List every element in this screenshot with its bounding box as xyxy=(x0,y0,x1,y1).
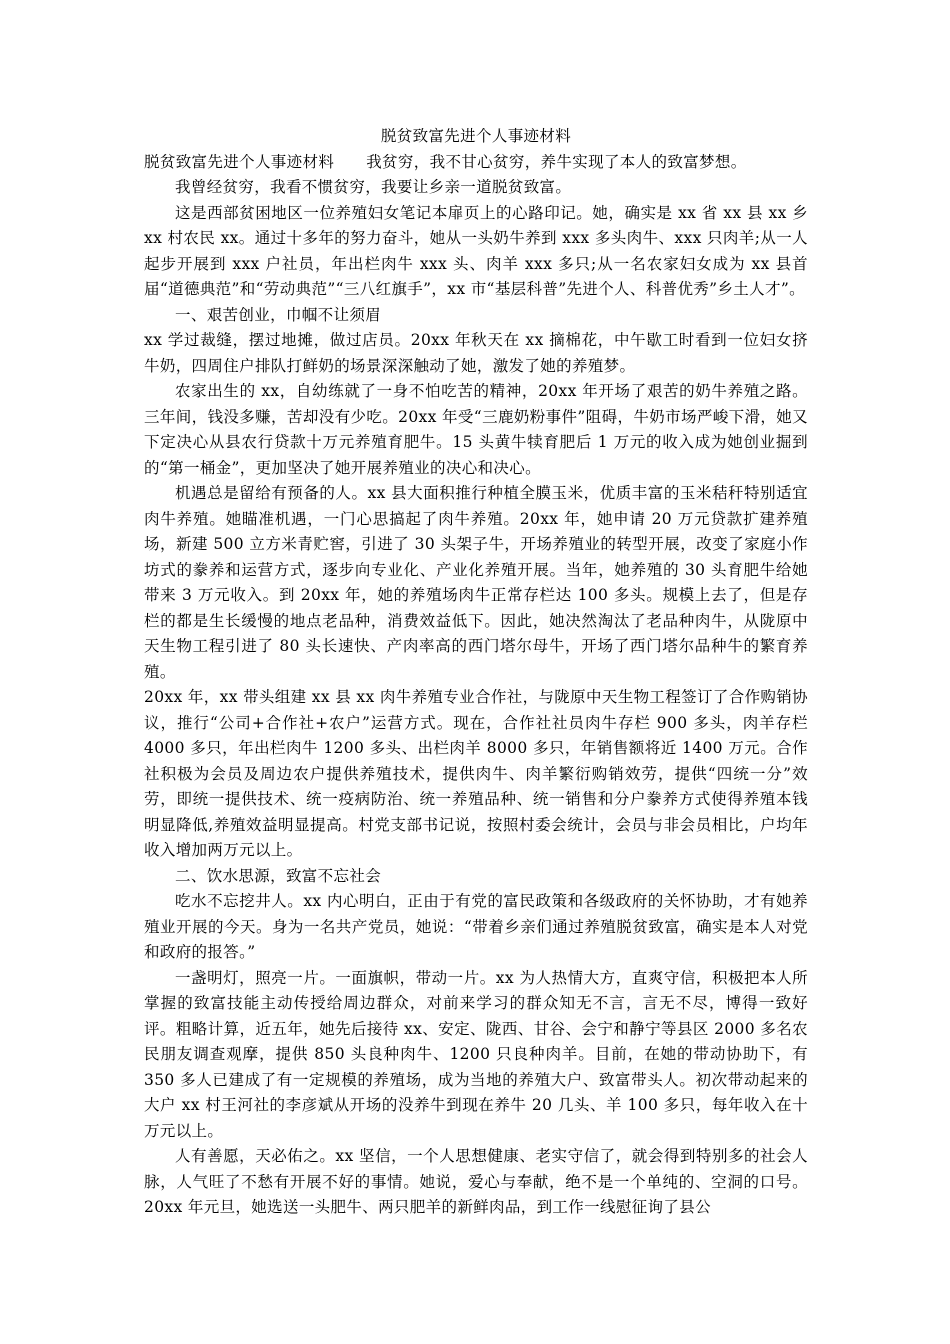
paragraph: 20xx 年，xx 带头组建 xx 县 xx 肉牛养殖专业合作社，与陇原中天生物工程签订了合作购销协议，推行“公司+合作社+农户”运营方式。现在，合作社社员肉牛存栏 900 多头，肉羊存栏 4000 多只，年出栏肉牛 1200 多头、出栏肉羊 8000 多只，年销售额将近 1400 万元。合作社积极为会员及周边农户提供养殖技术，提供肉牛、肉羊繁衍购销效劳，提供“四统一分”效劳，即统一提供技术、统一疫病防治、统一养殖品种、统一销售和分户豢养方式使得养殖本钱明显降低,养殖效益明显提高。村党支部书记说，按照村委会统计，会员与非会员相比，户均年收入增加两万元以上。 xyxy=(144,688,808,859)
paragraph: 这是西部贫困地区一位养殖妇女笔记本扉页上的心路印记。她，确实是 xx 省 xx 县 xx 乡 xx 村农民 xx。通过十多年的努力奋斗，她从一头奶牛养到 xxx 多头肉牛、xxx 只肉羊;从一人起步开展到 xxx 户社员，年出栏肉牛 xxx 头、肉羊 xxx 多只;从一名农家妇女成为 xx 县首届“道德典范”和“劳动典范”“三八红旗手”，xx 市“基层科普”先进个人、科普优秀”乡土人才”。 xyxy=(144,203,808,298)
subtitle-right: 我贫穷，我不甘心贫穷，养牛实现了本人的致富梦想。 xyxy=(366,152,747,171)
paragraph: 人有善愿，天必佑之。xx 坚信，一个人思想健康、老实守信了，就会得到特别多的社会人脉，人气旺了不愁有开展不好的事情。她说，爱心与奉献，绝不是一个单纯的、空洞的口号。20xx 年元旦，她选送一头肥牛、两只肥羊的新鲜肉品，到工作一线慰征询了县公 xyxy=(144,1147,808,1216)
paragraph: 二、饮水思源，致富不忘社会 xyxy=(175,866,382,885)
document-subtitle-line xyxy=(144,150,808,176)
paragraph: 吃水不忘挖井人。xx 内心明白，正由于有党的富民政策和各级政府的关怀协助，才有她养殖业开展的今天。身为一名共产党员，她说：“带着乡亲们通过养殖脱贫致富，确实是本人对党和政府的报答。” xyxy=(144,892,808,961)
paragraph: 一、艰苦创业，巾帼不让须眉 xyxy=(175,305,382,324)
subtitle-left: 脱贫致富先进个人事迹材料 xyxy=(144,152,335,171)
paragraph: xx 学过裁缝，摆过地摊，做过店员。20xx 年秋天在 xx 摘棉花，中午歇工时看到一位妇女挤牛奶，四周住户排队打鲜奶的场景深深触动了她，激发了她的养殖梦。 xyxy=(144,331,808,375)
paragraph-list xyxy=(144,175,808,1221)
paragraph: 机遇总是留给有预备的人。xx 县大面积推行种植全膜玉米，优质丰富的玉米秸秆特别适宜肉牛养殖。她瞄准机遇，一门心思搞起了肉牛养殖。20xx 年，她申请 20 万元贷款扩建养殖场，新建 500 立方米青贮窖，引进了 30 头架子牛，开场养殖业的转型开展，改变了家庭小作坊式的豢养和运营方式，逐步向专业化、产业化养殖开展。当年，她养殖的 30 头育肥牛给她带来 3 万元收入。到 20xx 年，她的养殖场肉牛正常存栏达 100 多头。规模上去了，但是存栏的都是生长缓慢的地点老品种，消费效益低下。因此，她决然淘汰了老品种肉牛，从陇原中天生物工程引进了 80 头长速快、产肉率高的西门塔尔母牛，开场了西门塔尔品种牛的繁育养殖。 xyxy=(144,484,808,681)
document-title: 脱贫致富先进个人事迹材料 xyxy=(380,127,572,145)
paragraph: 我曾经贫穷，我看不惯贫穷，我要让乡亲一道脱贫致富。 xyxy=(175,178,572,196)
paragraph: 农家出生的 xx，自幼练就了一身不怕吃苦的精神，20xx 年开场了艰苦的奶牛养殖之路。三年间，钱没多赚，苦却没有少吃。20xx 年受“三鹿奶粉事件”阻碍，牛奶市场严峻下滑，她又下定决心从县农行贷款十万元养殖育肥牛。15 头黄牛犊育肥后 1 万元的收入成为她创业掘到的“第一桶金”，更加坚决了她开展养殖业的决心和决心。 xyxy=(144,382,808,477)
document-body xyxy=(144,124,808,1221)
paragraph: 一盏明灯，照亮一片。一面旗帜，带动一片。xx 为人热情大方，直爽守信，积极把本人所掌握的致富技能主动传授给周边群众，对前来学习的群众知无不言，言无不尽，博得一致好评。粗略计算，近五年，她先后接待 xx、安定、陇西、甘谷、会宁和静宁等县区 2000 多名农民朋友调查观摩，提供 850 头良种肉牛、1200 只良种肉羊。目前，在她的带动协助下，有 350 多人已建成了有一定规模的养殖场，成为当地的养殖大户、致富带头人。初次带动起来的大户 xx 村王河社的李彦斌从开场的没养牛到现在养牛 20 几头、羊 100 多只，每年收入在十万元以上。 xyxy=(144,968,808,1140)
